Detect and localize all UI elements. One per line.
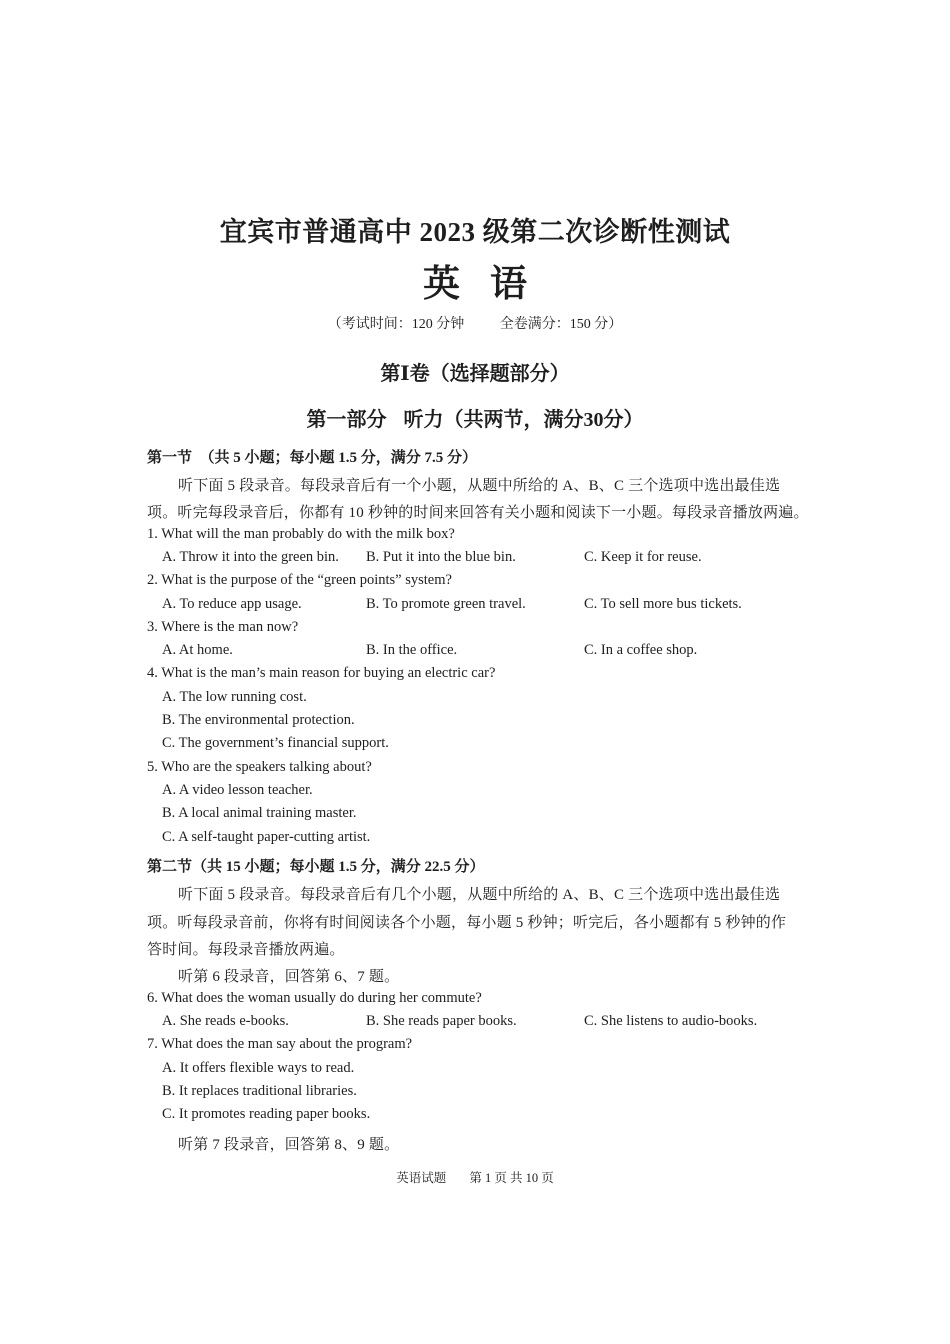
- section2-instruction: 项。听每段录音前，你将有时间阅读各个小题，每小题 5 秒钟；听完后，各小题都有 5 秒钟的作: [147, 915, 787, 931]
- part-heading: [0, 403, 950, 432]
- option-a: A. At home.: [162, 642, 233, 658]
- exam-title: 宜宾市普通高中 2023 级第二次诊断性测试: [219, 217, 731, 247]
- option-c: C. In a coffee shop.: [584, 642, 698, 658]
- section2-instruction: 听下面 5 段录音。每段录音后有几个小题，从题中所给的 A、B、C 三个选项中选出最佳选: [178, 887, 781, 903]
- exam-time: （考试时间：120 分钟: [327, 317, 465, 332]
- option-b: B. She reads paper books.: [366, 1013, 517, 1029]
- option-c: C. She listens to audio-books.: [584, 1013, 758, 1029]
- section1-heading: 第一节 （共 5 小题；每小题 1.5 分，满分 7.5 分）: [147, 450, 478, 466]
- question-stem: 3. Where is the man now?: [147, 619, 299, 635]
- option-c: C. A self-taught paper-cutting artist.: [162, 829, 371, 845]
- option-a: A. Throw it into the green bin.: [162, 549, 339, 565]
- audio-instruction: 听第 7 段录音，回答第 8、9 题。: [178, 1137, 400, 1153]
- question-stem: 6. What does the woman usually do during her commute?: [147, 990, 482, 1006]
- option-c: C. It promotes reading paper books.: [162, 1106, 371, 1122]
- question-stem: 5. Who are the speakers talking about?: [147, 759, 372, 775]
- section2-instruction: 答时间。每段录音播放两遍。: [147, 942, 345, 958]
- option-b: B. In the office.: [366, 642, 458, 658]
- option-c: C. To sell more bus tickets.: [584, 596, 742, 612]
- option-b: B. The environmental protection.: [162, 712, 355, 728]
- part-desc: 听力（共两节，满分30分）: [403, 409, 644, 431]
- page-footer: [0, 1168, 950, 1186]
- footer-subject: 英语试题: [396, 1171, 447, 1185]
- option-a: A. To reduce app usage.: [162, 596, 302, 612]
- option-b: B. It replaces traditional libraries.: [162, 1083, 357, 1099]
- section1-instruction: 项。听完每段录音后，你都有 10 秒钟的时间来回答有关小题和阅读下一小题。每段录音播放两遍。: [147, 505, 809, 521]
- section2-heading: 第二节（共 15 小题；每小题 1.5 分，满分 22.5 分）: [147, 859, 485, 875]
- option-b: B. Put it into the blue bin.: [366, 549, 516, 565]
- question-stem: 4. What is the man’s main reason for buying an electric car?: [147, 665, 496, 681]
- option-a: A. She reads e-books.: [162, 1013, 289, 1029]
- part-name: 第一部分: [306, 409, 387, 431]
- subject-title: 英语: [423, 264, 557, 305]
- page-number: 第 1 页 共 10 页: [469, 1171, 554, 1185]
- option-a: A. A video lesson teacher.: [162, 782, 313, 798]
- option-b: B. To promote green travel.: [366, 596, 526, 612]
- option-c: C. Keep it for reuse.: [584, 549, 702, 565]
- question-stem: 2. What is the purpose of the “green points” system?: [147, 572, 452, 588]
- option-a: A. The low running cost.: [162, 689, 307, 705]
- option-b: B. A local animal training master.: [162, 805, 357, 821]
- audio-instruction: 听第 6 段录音，回答第 6、7 题。: [178, 969, 400, 985]
- option-a: A. It offers flexible ways to read.: [162, 1060, 355, 1076]
- question-stem: 7. What does the man say about the program?: [147, 1036, 413, 1052]
- full-score: 全卷满分：150 分）: [499, 317, 623, 332]
- section1-instruction: 听下面 5 段录音。每段录音后有一个小题，从题中所给的 A、B、C 三个选项中选出最佳选: [178, 478, 781, 494]
- exam-meta: [0, 313, 950, 333]
- option-c: C. The government’s financial support.: [162, 735, 389, 751]
- volume-heading: 第Ⅰ卷（选择题部分）: [380, 363, 570, 385]
- question-stem: 1. What will the man probably do with the milk box?: [147, 526, 455, 542]
